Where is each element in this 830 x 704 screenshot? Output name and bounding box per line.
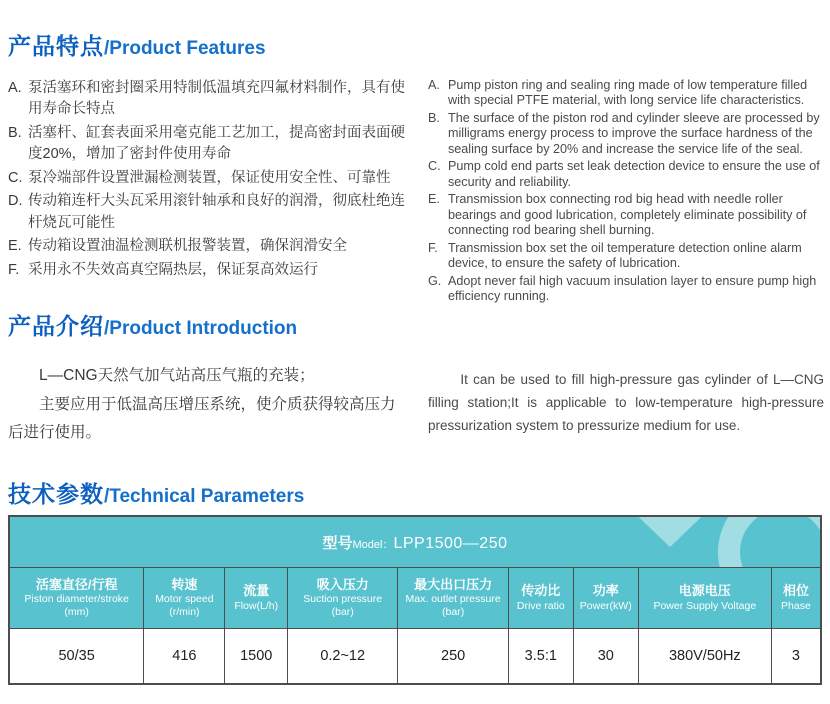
item-text: Transmission box set the oil temperature detection online alarm device, to ensure the safety of lubrication. bbox=[448, 240, 802, 271]
features-heading-zh: 产品特点 bbox=[8, 33, 104, 59]
col-header-suction-pressure: 吸入压力 Suction pressure (bar) bbox=[287, 568, 397, 629]
swoosh-watermark-decoration bbox=[718, 516, 821, 568]
features-heading bbox=[8, 28, 266, 61]
parameters-heading bbox=[8, 476, 304, 509]
value-suction-pressure: 0.2~12 bbox=[287, 629, 397, 685]
list-item bbox=[8, 191, 410, 234]
col-header-power: 功率 Power(kW) bbox=[573, 568, 638, 629]
list-item bbox=[428, 159, 824, 190]
col-header-max-outlet-pressure: 最大出口压力 Max. outlet pressure (bar) bbox=[398, 568, 508, 629]
item-text: 泵冷端部件设置泄漏检测装置，保证使用安全性、可靠性 bbox=[28, 169, 391, 186]
introduction-heading-en: /Product Introduction bbox=[104, 318, 298, 339]
list-item bbox=[8, 123, 410, 166]
item-text: Pump cold end parts set leak detection device to ensure the use of security and reliability. bbox=[448, 159, 820, 189]
list-item bbox=[428, 241, 824, 272]
col-header-piston: 活塞直径/行程 Piston diameter/stroke (mm) bbox=[9, 568, 144, 629]
col-header-drive-ratio: 传动比 Drive ratio bbox=[508, 568, 573, 629]
model-label bbox=[322, 535, 507, 552]
intro-en-paragraph: It can be used to fill high-pressure gas cylinder of L—CNG filling station;It is applicable to low-temperature high-pressure pressurization system to pressurize medium for use. bbox=[428, 372, 824, 434]
features-list-en bbox=[428, 78, 824, 307]
intro-zh-line1: L—CNG天然气加气站高压气瓶的充装； bbox=[39, 367, 315, 384]
parameters-table bbox=[8, 515, 822, 685]
item-text: Pump piston ring and sealing ring made of low temperature filled with special PTFE material, with long service life characteristics. bbox=[448, 78, 808, 108]
model-row bbox=[9, 516, 821, 568]
item-label: G. bbox=[428, 273, 442, 288]
item-label: D. bbox=[8, 193, 23, 210]
item-text: The surface of the piston rod and cylinder sleeve are processed by milligrams energy process to improve the surface hardness of the sealing surface by 20% and increase the service life of the seal. bbox=[448, 110, 820, 156]
value-flow: 1500 bbox=[225, 629, 288, 685]
parameters-heading-zh: 技术参数 bbox=[8, 481, 104, 507]
item-label: E. bbox=[428, 192, 440, 207]
model-value: LPP1500—250 bbox=[393, 534, 508, 552]
item-text: Adopt never fail high vacuum insulation layer to ensure pump high efficiency running. bbox=[448, 273, 817, 304]
col-header-phase: 相位 Phase bbox=[771, 568, 821, 629]
list-item bbox=[428, 78, 824, 109]
list-item bbox=[428, 274, 824, 305]
item-text: 传动箱设置油温检测联机报警装置，确保润滑安全 bbox=[28, 238, 347, 255]
introduction-heading bbox=[8, 308, 297, 341]
chevron-watermark-decoration bbox=[624, 516, 716, 547]
intro-zh-line2: 主要应用于低温高压增压系统，使介质获得较高压力后进行使用。 bbox=[8, 395, 396, 442]
item-label: E. bbox=[8, 238, 22, 255]
item-text: 泵活塞环和密封圈采用特制低温填充四氟材料制作，具有使用寿命长特点 bbox=[28, 80, 405, 118]
list-item bbox=[8, 236, 410, 257]
list-item bbox=[8, 168, 410, 189]
value-drive-ratio: 3.5:1 bbox=[508, 629, 573, 685]
col-header-voltage: 电源电压 Power Supply Voltage bbox=[638, 568, 771, 629]
introduction-text-zh bbox=[8, 362, 408, 448]
list-item bbox=[428, 192, 824, 238]
model-label-en: Model： bbox=[352, 538, 394, 551]
item-text: 采用永不失效高真空隔热层，保证泵高效运行 bbox=[28, 261, 318, 278]
item-text: 活塞杆、缸套表面采用毫克能工艺加工，提高密封面表面硬度20%，增加了密封件使用寿命 bbox=[28, 124, 405, 163]
item-label: A. bbox=[8, 80, 22, 96]
table-data-row bbox=[9, 629, 821, 685]
value-piston: 50/35 bbox=[9, 629, 144, 685]
value-power: 30 bbox=[573, 629, 638, 685]
item-label: B. bbox=[8, 124, 22, 141]
features-list-zh bbox=[8, 78, 410, 283]
item-label: C. bbox=[428, 159, 441, 174]
item-label: B. bbox=[428, 110, 440, 125]
list-item bbox=[8, 78, 410, 121]
introduction-heading-zh: 产品介绍 bbox=[8, 313, 104, 339]
table-header-row bbox=[9, 568, 821, 629]
value-phase: 3 bbox=[771, 629, 821, 685]
introduction-text-en bbox=[428, 368, 824, 438]
col-header-speed: 转速 Motor speed (r/min) bbox=[144, 568, 225, 629]
item-text: Transmission box connecting rod big head with needle roller bearings and good lubrication, completely eliminate possibility of connecting rod bearing shell burning. bbox=[448, 192, 807, 238]
item-text: 传动箱连杆大头瓦采用滚针轴承和良好的润滑，彻底杜绝连杆烧瓦可能性 bbox=[28, 193, 405, 231]
model-label-zh: 型号 bbox=[322, 534, 353, 552]
parameters-heading-en: /Technical Parameters bbox=[104, 486, 305, 507]
features-heading-en: /Product Features bbox=[104, 38, 266, 59]
list-item bbox=[8, 260, 410, 281]
item-label: A. bbox=[428, 78, 440, 92]
item-label: F. bbox=[8, 261, 20, 278]
item-label: F. bbox=[428, 240, 438, 255]
value-voltage: 380V/50Hz bbox=[638, 629, 771, 685]
item-label: C. bbox=[8, 169, 23, 186]
value-speed: 416 bbox=[144, 629, 225, 685]
value-max-outlet-pressure: 250 bbox=[398, 629, 508, 685]
col-header-flow: 流量 Flow(L/h) bbox=[225, 568, 288, 629]
list-item bbox=[428, 111, 824, 157]
